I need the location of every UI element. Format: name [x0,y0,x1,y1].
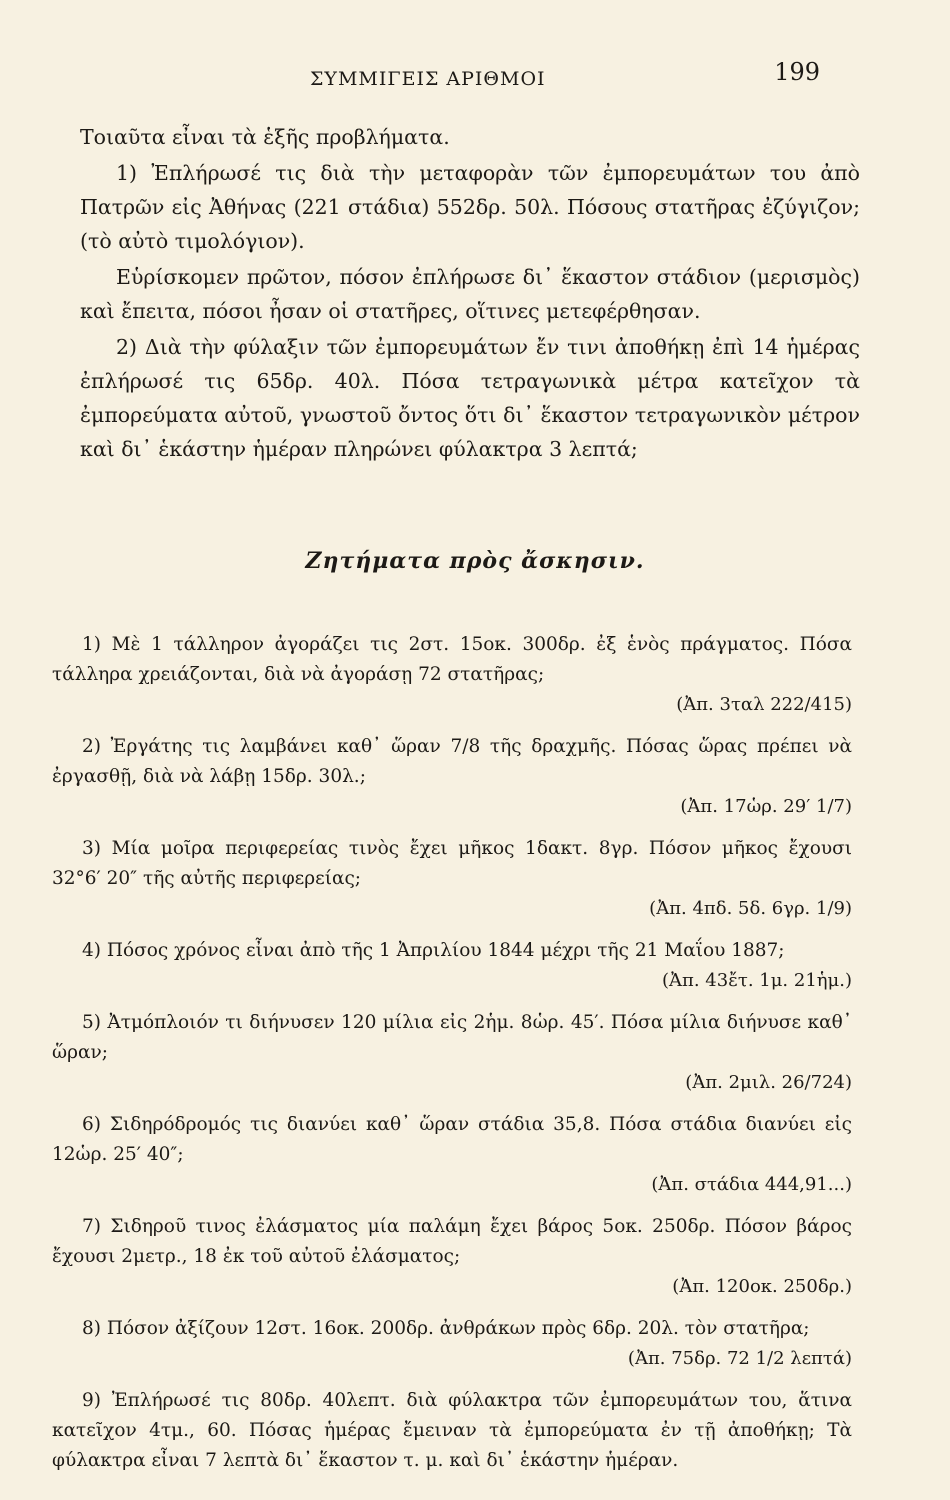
exercise-question: 8) Πόσον ἀξίζουν 12στ. 16οκ. 200δρ. ἀνθράκων πρὸς 6δρ. 20λ. τὸν στατῆρα; [82,1318,810,1339]
exercise-answer: (Ἀπ. 120οκ. 250δρ.) [672,1276,852,1297]
page-header [80,58,860,98]
paragraph-problem-2: 2) Διὰ τὴν φύλαξιν τῶν ἐμπορευμάτων ἔν τινι ἀποθήκῃ ἐπὶ 14 ἡμέρας ἐπλήρωσέ τις 65δρ. 40λ. Πόσα τετραγωνικὰ μέτρα κατεῖχον τὰ ἐμπορεύματα αὐτοῦ, γνωστοῦ ὄντος ὅτι δι᾽ ἕκαστον τετραγωνικὸν μέτρον καὶ δι᾽ ἑκάστην ἡμέραν πληρώνει φύλακτρα 3 λεπτά; [80,335,860,461]
exercise-item [52,1008,852,1098]
exercise-item [52,1212,852,1302]
paragraph-solution-hint: Εὑρίσκομεν πρῶτον, πόσον ἐπλήρωσε δι᾽ ἕκαστον στάδιον (μερισμὸς) καὶ ἔπειτα, πόσοι ἦσαν οἱ στατῆρες, οἵτινες μετεφέρθησαν. [80,265,860,323]
exercise-question: 3) Μία μοῖρα περιφερείας τινὸς ἔχει μῆκος 1δακτ. 8γρ. Πόσον μῆκος ἔχουσι 32°6′ 20″ τῆς αὐτῆς περιφερείας; [52,838,852,889]
exercise-question: 7) Σιδηροῦ τινος ἐλάσματος μία παλάμη ἔχει βάρος 5οκ. 250δρ. Πόσον βάρος ἔχουσι 2μετρ., 18 ἐκ τοῦ αὐτοῦ ἐλάσματος; [52,1216,852,1267]
exercise-question: 1) Μὲ 1 τάλληρον ἀγοράζει τις 2στ. 15οκ. 300δρ. ἐξ ἑνὸς πράγματος. Πόσα τάλληρα χρειάζονται, διὰ νὰ ἀγοράσῃ 72 στατῆρας; [52,634,852,685]
exercise-answer: (Ἀπ. στάδια 444,91...) [651,1174,852,1195]
exercise-item [52,1314,852,1374]
paragraph-problem-1: 1) Ἐπλήρωσέ τις διὰ τὴν μεταφορὰν τῶν ἐμπορευμάτων του ἀπὸ Πατρῶν εἰς Ἀθήνας (221 στάδια) 552δρ. 50λ. Πόσους στατῆρας ἐζύγιζον; (τὸ αὐτὸ τιμολόγιον). [80,161,860,253]
running-title: ΣΥΜΜΙΓΕΙΣ ΑΡΙΘΜΟΙ [310,68,546,90]
exercise-question: 9) Ἐπλήρωσέ τις 80δρ. 40λεπτ. διὰ φύλακτρα τῶν ἐμπορευμάτων του, ἅτινα κατεῖχον 4τμ., 60. Πόσας ἡμέρας ἔμειναν τὰ ἐμπορεύματα ἐν τῇ ἀποθήκῃ; Τὰ φύλακτρα εἶναι 7 λεπτὰ δι᾽ ἕκαστον τ. μ. καὶ δι᾽ ἑκάστην ἡμέραν. [52,1390,852,1471]
exercise-question: 2) Ἐργάτης τις λαμβάνει καθ᾽ ὥραν 7/8 τῆς δραχμῆς. Πόσας ὥρας πρέπει νὰ ἐργασθῇ, διὰ νὰ λάβῃ 15δρ. 30λ.; [52,736,852,787]
exercise-question: 6) Σιδηρόδρομός τις διανύει καθ᾽ ὥραν στάδια 35,8. Πόσα στάδια διανύει εἰς 12ὡρ. 25′ 40″; [52,1114,852,1165]
exercise-item [52,834,852,924]
exercise-answer: (Ἀπ. 3ταλ 222/415) [676,694,852,715]
exercise-answer: (Ἀπ. 75δρ. 72 1/2 λεπτά) [627,1348,852,1369]
paragraph-intro: Τοιαῦτα εἶναι τὰ ἑξῆς προβλήματα. [80,125,450,149]
exercise-answer: (Ἀπ. 2μιλ. 26/724) [685,1072,852,1093]
exercise-answer: (Ἀπ. 4πδ. 5δ. 6γρ. 1/9) [649,898,852,919]
exercise-answer: (Ἀπ. 17ὡρ. 29′ 1/7) [680,796,852,817]
exercise-item [52,732,852,822]
exercise-item [52,936,852,996]
exercise-item [52,1110,852,1200]
exercise-list [52,630,852,1488]
page-number: 199 [774,58,820,86]
exercise-item [52,630,852,720]
section-title: Ζητήματα πρὸς ἄσκησιν. [305,548,645,574]
exercise-item [52,1386,852,1476]
body-text [80,120,860,468]
exercise-question: 5) Ἀτμόπλοιόν τι διήνυσεν 120 μίλια εἰς 2ἡμ. 8ὡρ. 45′. Πόσα μίλια διήνυσε καθ᾽ ὥραν; [52,1012,852,1063]
exercise-question: 4) Πόσος χρόνος εἶναι ἀπὸ τῆς 1 Ἀπριλίου 1844 μέχρι τῆς 21 Μαΐου 1887; [82,940,785,961]
exercise-answer: (Ἀπ. 43ἔτ. 1μ. 21ἡμ.) [662,970,852,991]
